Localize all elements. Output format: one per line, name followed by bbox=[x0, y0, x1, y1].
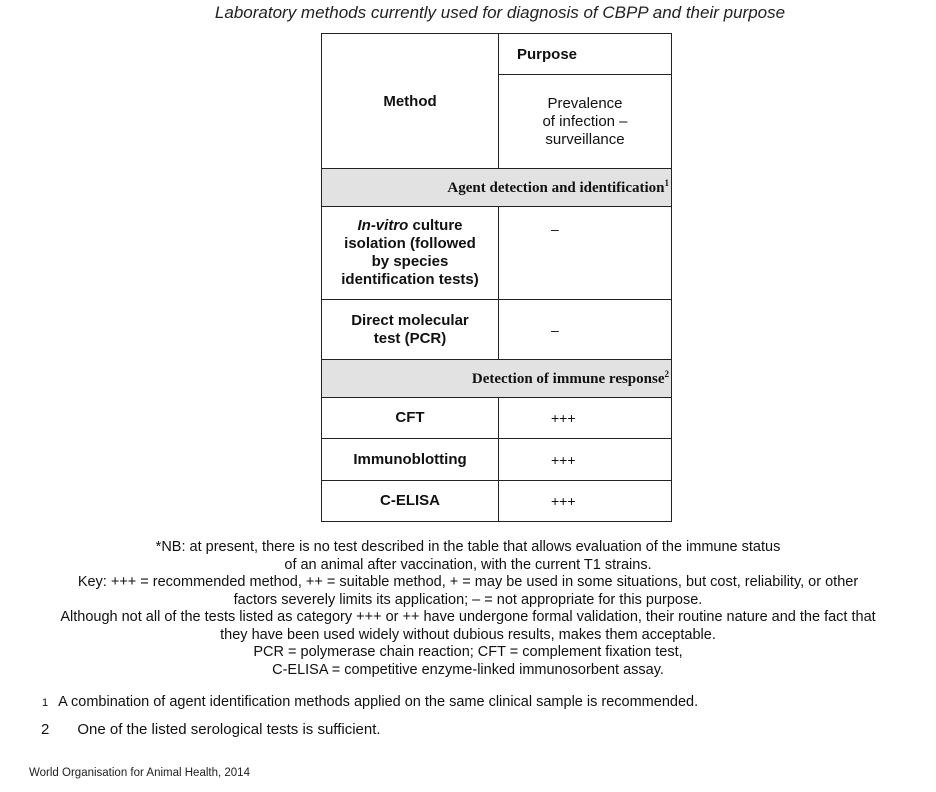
footnote-text: One of the listed serological tests is sufficient. bbox=[77, 721, 381, 738]
footnote-text: A combination of agent identification methods applied on the same clinical sample is recommended. bbox=[58, 694, 699, 710]
method-cell-pcr bbox=[322, 300, 499, 360]
note-line: Key: +++ = recommended method, ++ = suitable method, + = may be used in some situations, but cost, reliability, or other bbox=[77, 574, 859, 590]
footnote-1 bbox=[42, 694, 698, 710]
purpose-subheader-line: surveillance bbox=[545, 130, 625, 148]
method-column-header: Method bbox=[322, 34, 499, 169]
purpose-column-header: Purpose bbox=[499, 34, 672, 75]
purpose-subheader bbox=[499, 75, 672, 169]
note-line: *NB: at present, there is no test described in the table that allows evaluation of the immune status bbox=[155, 539, 781, 555]
diagnosis-methods-table bbox=[321, 33, 672, 522]
footnote-marker: 1 bbox=[664, 178, 669, 188]
section-header-agent-detection bbox=[322, 169, 672, 207]
note-line: they have been used widely without dubious results, makes them acceptable. bbox=[220, 626, 716, 643]
method-cell-immunoblotting: Immunoblotting bbox=[322, 439, 499, 481]
footnote-number: 1 bbox=[42, 697, 49, 709]
purpose-value-cell: +++ bbox=[499, 398, 672, 439]
note-line: factors severely limits its application; – = not appropriate for this purpose. bbox=[233, 591, 703, 608]
purpose-value-cell: +++ bbox=[499, 481, 672, 522]
purpose-value-cell: – bbox=[499, 207, 672, 300]
purpose-subheader-line: Prevalence bbox=[547, 94, 623, 112]
purpose-value-cell: – bbox=[499, 300, 672, 360]
purpose-value-cell: +++ bbox=[499, 439, 672, 481]
footnote-marker: 2 bbox=[664, 369, 669, 379]
purpose-subheader-line: of infection – bbox=[542, 112, 628, 130]
method-italic-text: In-vitro bbox=[357, 217, 409, 234]
method-cell-cft: CFT bbox=[322, 398, 499, 439]
table-notes bbox=[0, 539, 936, 679]
method-cell-c-elisa: C-ELISA bbox=[322, 481, 499, 522]
method-line: by species bbox=[371, 253, 449, 270]
method-line: test (PCR) bbox=[373, 329, 447, 347]
method-line bbox=[322, 217, 498, 235]
note-line: PCR = polymerase chain reaction; CFT = complement fixation test, bbox=[253, 644, 683, 660]
note-line: Although not all of the tests listed as category +++ or ++ have undergone formal validation, their routine nature and the fact that bbox=[60, 609, 876, 625]
method-text: culture bbox=[408, 217, 463, 234]
method-line: isolation (followed bbox=[344, 235, 476, 252]
method-line: Direct molecular bbox=[351, 311, 469, 329]
method-cell-culture bbox=[322, 207, 499, 300]
note-line: of an animal after vaccination, with the current T1 strains. bbox=[284, 556, 652, 573]
section-title: Detection of immune response bbox=[471, 371, 665, 387]
section-header-immune-response bbox=[322, 360, 672, 398]
method-line: identification tests) bbox=[341, 271, 479, 288]
footnote-2 bbox=[41, 721, 381, 738]
footnote-number: 2 bbox=[41, 721, 50, 738]
page-footer: World Organisation for Animal Health, 2014 bbox=[29, 767, 250, 779]
document-title: Laboratory methods currently used for diagnosis of CBPP and their purpose bbox=[214, 3, 786, 22]
note-line: C-ELISA = competitive enzyme-linked immunosorbent assay. bbox=[272, 661, 664, 678]
section-title: Agent detection and identification bbox=[447, 180, 665, 196]
